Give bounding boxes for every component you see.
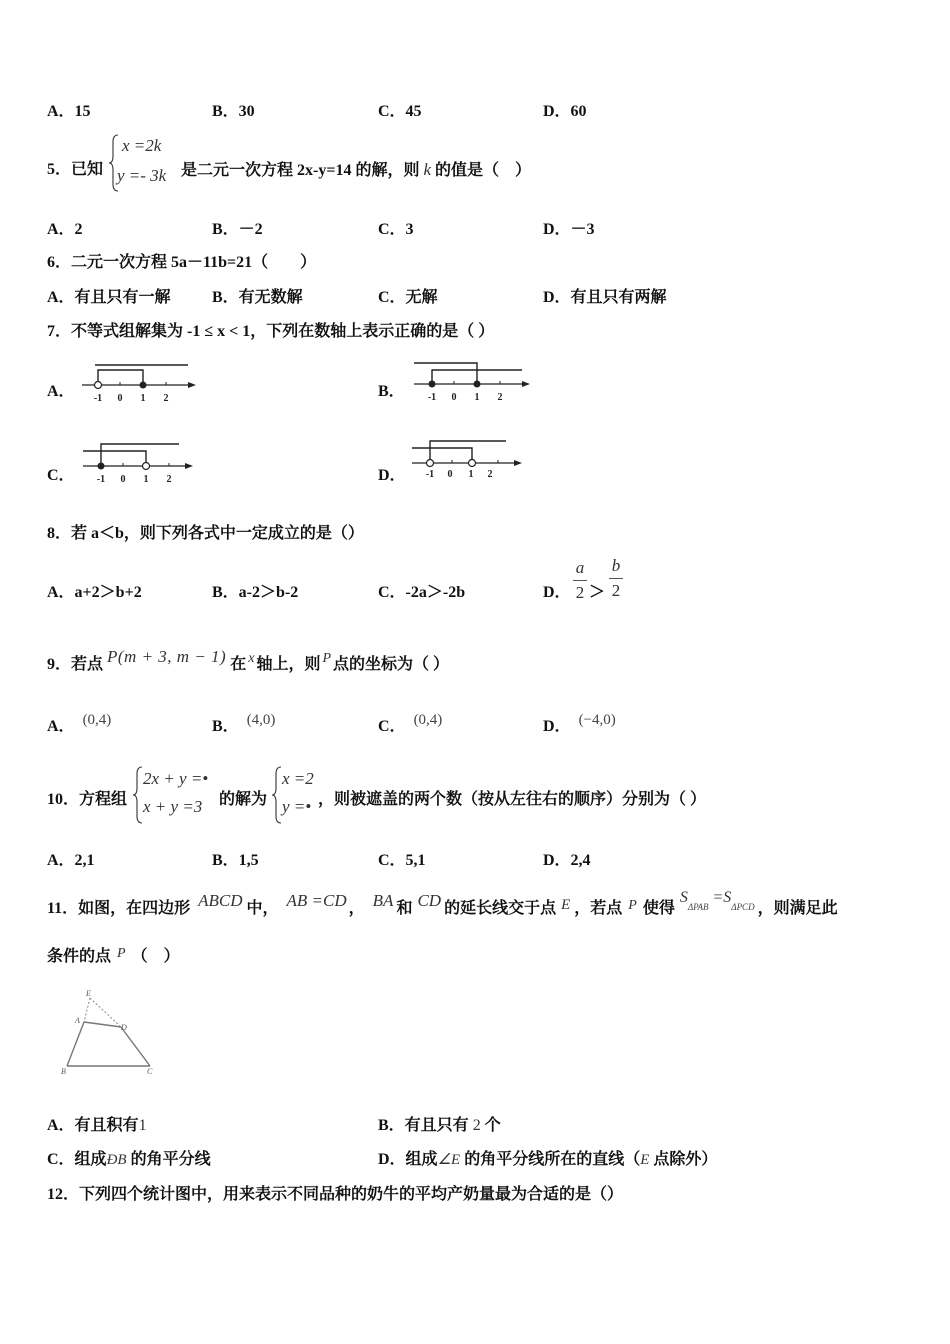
q9-option-c — [378, 712, 443, 737]
range-line-upper — [101, 444, 179, 466]
fraction-denominator: 2 — [611, 581, 621, 600]
tick-label-1: 1 — [143, 474, 149, 485]
q8-fraction-a-over-2 — [573, 558, 587, 603]
tick-label-2: 2 — [487, 469, 493, 480]
q5-variable-k: k — [423, 160, 431, 179]
option-label: D． — [543, 718, 571, 735]
tick-label-1: 1 — [468, 469, 474, 480]
fraction-denominator: 2 — [575, 583, 585, 602]
q4-option-d: D．60 — [543, 103, 587, 120]
closed-point-neg1 — [98, 463, 105, 470]
number-line-d — [412, 435, 534, 487]
fraction-numerator: a — [575, 558, 585, 577]
q4-option-b: B．30 — [212, 103, 255, 120]
q11-stem-line-1 — [47, 889, 838, 920]
q11-stem-text: ，则满足此 — [757, 900, 838, 917]
q11-stem-text: 的延长线交于点 — [444, 900, 557, 917]
q6-option-c: C．无解 — [378, 289, 438, 306]
q9-axis-variable: x — [248, 651, 255, 666]
q8-option-c: C．-2a＞-2b — [378, 584, 466, 601]
segment-dc — [121, 1027, 150, 1066]
option-label: B． — [212, 718, 239, 735]
label-d: D — [121, 1023, 127, 1032]
axis-arrow — [185, 463, 193, 469]
q7-option-a-label: A． — [47, 383, 75, 400]
fraction-bar — [573, 580, 587, 581]
range-line-upper — [414, 363, 477, 384]
q9-stem-text: 9．若点 — [47, 656, 104, 673]
q10-prefix: 10．方程组 — [47, 791, 128, 808]
q9-stem-text: 在 — [230, 656, 247, 673]
brace-path — [272, 767, 281, 823]
fraction-bar — [609, 578, 623, 579]
q8-stem: 8．若 a＜b，则下列各式中一定成立的是（） — [47, 525, 364, 542]
q9-option-a — [47, 712, 112, 737]
q8-greater-than-sign: ＞ — [589, 584, 606, 601]
option-label: A． — [47, 718, 75, 735]
q11-stem-line-2 — [47, 947, 180, 968]
label-b: B — [61, 1067, 66, 1076]
q7-option-b-label: B． — [378, 383, 405, 400]
tick-label-neg1: -1 — [93, 393, 103, 404]
q10-equation-2: x + y =3 — [143, 797, 203, 816]
label-e: E — [86, 989, 91, 998]
range-line-upper — [430, 441, 506, 463]
q9-point-expression: P(m + 3, m − 1) — [107, 647, 227, 666]
q11-option-c — [47, 1150, 211, 1170]
closed-point-1 — [140, 382, 147, 389]
q9-stem — [47, 647, 450, 676]
q5-equation-1: x =2k — [122, 136, 162, 155]
option-text: D．组成 — [378, 1151, 438, 1168]
option-number: 2 — [472, 1117, 481, 1134]
label-c: C — [147, 1067, 153, 1076]
q11-stem-text: 条件的点 — [47, 948, 112, 965]
q6-option-a: A．有且只有一解 — [47, 289, 171, 306]
q9-option-b — [212, 712, 276, 737]
open-point-1 — [469, 460, 476, 467]
option-value: (0,4) — [82, 712, 112, 728]
q11-segment-cd: CD — [417, 891, 442, 910]
segment-ba — [67, 1022, 84, 1066]
tick-label-2: 2 — [166, 474, 172, 485]
q10-mid-text: 的解为 — [219, 791, 268, 808]
option-text: B．有且只有 — [378, 1117, 473, 1134]
q5-option-c: C．3 — [378, 221, 414, 238]
q10-option-c: C．5,1 — [378, 852, 426, 869]
q11-point-e: E — [561, 897, 571, 913]
q5-stem — [181, 160, 531, 181]
q11-segment-ba: BA — [372, 891, 394, 910]
q11-area-subscript-right: ΔPCD — [731, 902, 755, 912]
q5-stem-end: 的值是（ ） — [431, 162, 532, 179]
q10-solution-1: x =2 — [282, 769, 314, 788]
q5-stem-text: 是二元一次方程 2x-y=14 的解，则 — [181, 162, 424, 179]
q12-stem: 12．下列四个统计图中，用来表示不同品种的奶牛的平均产奶量最为合适的是（） — [47, 1186, 624, 1203]
tick-label-0: 0 — [451, 392, 457, 403]
q9-option-d — [543, 712, 616, 737]
tick-label-0: 0 — [117, 393, 123, 404]
number-line-b — [414, 356, 536, 408]
q9-point-p: P — [322, 651, 332, 666]
q9-stem-text: 点的坐标为（ ） — [333, 656, 450, 673]
option-label: C． — [378, 718, 406, 735]
q5-option-d: D．－3 — [543, 221, 595, 238]
tick-label-2: 2 — [163, 393, 169, 404]
option-text: 点除外） — [649, 1151, 718, 1168]
q11-quadrilateral-name: ABCD — [198, 891, 243, 910]
axis-arrow — [188, 382, 196, 388]
option-value: (4,0) — [246, 712, 276, 728]
q11-stem-text: 和 — [396, 900, 413, 917]
q11-option-a — [47, 1116, 147, 1136]
q10-equation-1: 2x + y =• — [143, 769, 209, 788]
segment-ea-dashed — [84, 998, 90, 1022]
option-text: 的角平分线 — [126, 1151, 211, 1168]
open-point-neg1 — [95, 382, 102, 389]
option-text: C．组成 — [47, 1151, 107, 1168]
label-a: A — [75, 1016, 80, 1025]
q11-stem-text: （ ） — [131, 948, 180, 965]
option-angle-b: ÐB — [106, 1152, 127, 1168]
tick-label-1: 1 — [140, 393, 146, 404]
q11-stem-text: ，若点 — [574, 900, 623, 917]
q9-stem-text: 轴上，则 — [256, 656, 321, 673]
option-number: 1 — [138, 1117, 147, 1134]
option-angle-e: ∠E — [437, 1152, 461, 1168]
open-point-1 — [143, 463, 150, 470]
q8-option-d-label: D． — [543, 584, 571, 601]
fraction-numerator: b — [611, 556, 621, 575]
q7-option-c-label: C． — [47, 467, 75, 484]
q11-stem-text: 中， — [246, 900, 279, 917]
option-value: (0,4) — [413, 712, 443, 728]
tick-label-neg1: -1 — [427, 392, 437, 403]
option-text: 的角平分线所在的直线（ — [460, 1151, 641, 1168]
q11-area-symbol-right: =S — [712, 889, 732, 906]
q11-point-p: P — [117, 946, 126, 961]
q6-option-d: D．有且只有两解 — [543, 289, 667, 306]
number-line-c — [83, 438, 205, 490]
q11-equal-sides: AB =CD — [286, 891, 347, 910]
q8-option-b: B．a-2＞b-2 — [212, 584, 299, 601]
q11-point-p: P — [628, 898, 637, 913]
q10-solution-2: y =• — [282, 797, 312, 816]
brace-path — [133, 767, 142, 823]
q7-stem: 7．不等式组解集为 -1 ≤ x < 1，下列在数轴上表示正确的是（ ） — [47, 323, 495, 340]
option-text: 个 — [480, 1117, 501, 1134]
q5-option-b: B．－2 — [212, 221, 263, 238]
tick-label-2: 2 — [497, 392, 503, 403]
q11-stem-text: 11．如图，在四边形 — [47, 900, 191, 917]
number-line-a — [80, 357, 202, 409]
q11-area-symbol-left: S — [679, 889, 688, 906]
closed-point-neg1 — [429, 381, 436, 388]
q11-quadrilateral-figure — [55, 985, 165, 1080]
tick-label-neg1: -1 — [425, 469, 435, 480]
q11-stem-text: 使得 — [642, 900, 675, 917]
q10-option-a: A．2,1 — [47, 852, 95, 869]
q8-option-a: A．a+2＞b+2 — [47, 584, 142, 601]
closed-point-1 — [474, 381, 481, 388]
axis-arrow — [514, 460, 522, 466]
q10-option-b: B．1,5 — [212, 852, 259, 869]
range-line-lower — [83, 451, 146, 466]
q7-option-d-label: D． — [378, 467, 406, 484]
axis-arrow — [522, 381, 530, 387]
tick-label-0: 0 — [120, 474, 126, 485]
q11-option-b — [378, 1116, 501, 1136]
tick-label-0: 0 — [447, 469, 453, 480]
segment-ed-dashed — [90, 998, 121, 1027]
q4-option-c: C．45 — [378, 103, 422, 120]
q5-option-a: A．2 — [47, 221, 83, 238]
q4-option-a: A．15 — [47, 103, 91, 120]
q8-fraction-b-over-2 — [609, 556, 623, 601]
segment-ad — [84, 1022, 121, 1027]
option-text: A．有且积有 — [47, 1117, 139, 1134]
open-point-neg1 — [427, 460, 434, 467]
tick-label-1: 1 — [474, 392, 480, 403]
q5-prefix: 5．已知 — [47, 161, 104, 178]
q6-option-b: B．有无数解 — [212, 289, 303, 306]
option-point-e: E — [640, 1152, 650, 1168]
q11-stem-text: ， — [348, 900, 365, 917]
q11-option-d — [378, 1150, 717, 1170]
q11-area-subscript-left: ΔPAB — [687, 902, 709, 912]
range-line-lower — [412, 448, 472, 463]
option-value: (−4,0) — [578, 712, 616, 728]
tick-label-neg1: -1 — [96, 474, 106, 485]
q5-equation-2: y =- 3k — [117, 166, 167, 185]
q10-stem-end: ，则被遮盖的两个数（按从左往右的顺序）分别为（ ） — [318, 791, 707, 808]
q6-stem: 6．二元一次方程 5a－11b=21（ ） — [47, 254, 317, 271]
q10-option-d: D．2,4 — [543, 852, 591, 869]
